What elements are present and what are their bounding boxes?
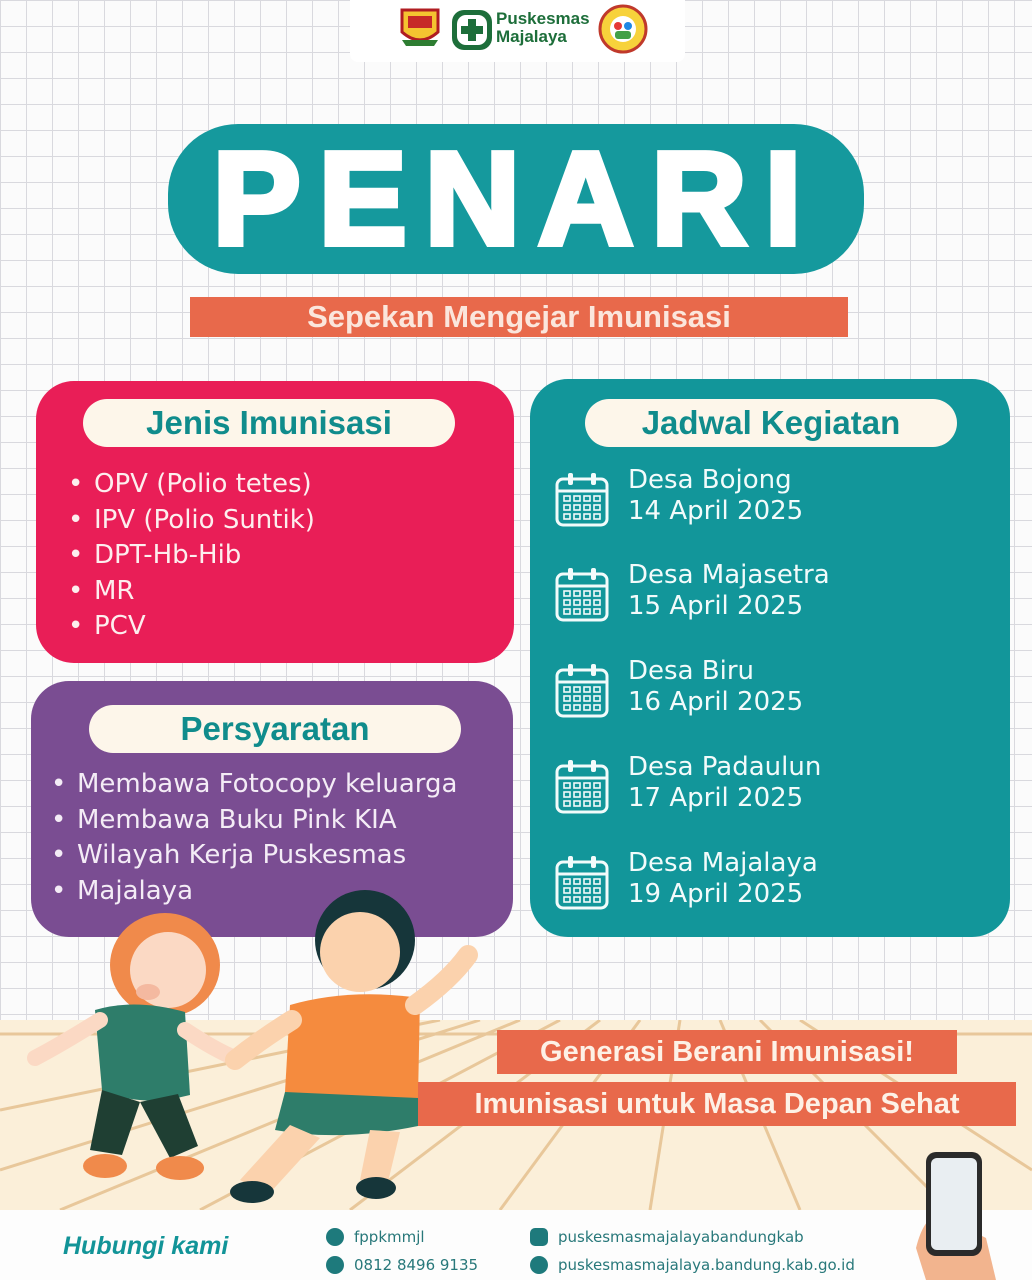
- schedule-item: [554, 752, 994, 822]
- jadwal-kegiatan-card: [530, 379, 1010, 937]
- desa-name: Desa Majalaya: [628, 848, 818, 878]
- instagram-icon: [530, 1228, 548, 1246]
- schedule-date: 17 April 2025: [628, 783, 804, 813]
- jadwal-kegiatan-heading: Jadwal Kegiatan: [585, 399, 957, 447]
- list-item: • Membawa Fotocopy keluarga: [51, 767, 457, 803]
- running-kids-illustration: [20, 880, 490, 1210]
- schedule-date: 14 April 2025: [628, 496, 804, 526]
- title-text: PENARI: [212, 125, 820, 272]
- list-item: • DPT-Hb-Hib: [68, 538, 315, 574]
- schedule-text: [628, 752, 821, 814]
- website-contact[interactable]: [530, 1255, 855, 1275]
- logo-name-line2: Majalaya: [496, 27, 567, 46]
- subtitle-banner: Sepekan Mengejar Imunisasi: [190, 297, 848, 337]
- calendar-icon: [554, 662, 610, 720]
- schedule-item: [554, 560, 994, 630]
- list-item: • Wilayah Kerja Puskesmas: [51, 838, 457, 874]
- schedule-item: [554, 848, 994, 918]
- schedule-text: [628, 656, 803, 718]
- contact-title: Hubungi kami: [63, 1232, 229, 1260]
- list-item: • MR: [68, 574, 315, 610]
- title-penari: [160, 120, 872, 280]
- slogan-banner-1: Generasi Berani Imunisasi!: [497, 1030, 957, 1074]
- list-item: • IPV (Polio Suntik): [68, 503, 315, 539]
- calendar-icon: [554, 471, 610, 529]
- schedule-text: [628, 848, 818, 910]
- jenis-imunisasi-heading: Jenis Imunisasi: [83, 399, 455, 447]
- whatsapp-icon: [326, 1256, 344, 1274]
- persyaratan-heading: Persyaratan: [89, 705, 461, 753]
- desa-name: Desa Bojong: [628, 465, 792, 495]
- list-item: • PCV: [68, 609, 315, 645]
- schedule-item: [554, 465, 994, 535]
- list-item-continuation: • Majalaya: [51, 874, 457, 910]
- jenis-imunisasi-list: [68, 467, 315, 645]
- globe-icon: [530, 1256, 548, 1274]
- website-url: puskesmasmajalaya.bandung.kab.go.id: [558, 1256, 855, 1274]
- whatsapp-contact[interactable]: [326, 1255, 478, 1275]
- schedule-text: [628, 560, 830, 622]
- list-item: • Membawa Buku Pink KIA: [51, 803, 457, 839]
- schedule-text: [628, 465, 803, 527]
- calendar-icon: [554, 566, 610, 624]
- schedule-date: 19 April 2025: [628, 879, 804, 909]
- schedule-item: [554, 656, 994, 726]
- district-crest-logo: [398, 6, 442, 50]
- logo-name-line1: Puskesmas: [496, 9, 590, 28]
- whatsapp-number: 0812 8496 9135: [354, 1256, 479, 1274]
- desa-name: Desa Biru: [628, 656, 754, 686]
- list-item: • OPV (Polio tetes): [68, 467, 315, 503]
- instagram-handle: puskesmasmajalayabandungkab: [558, 1228, 804, 1246]
- instagram-contact[interactable]: [530, 1227, 804, 1247]
- desa-name: Desa Padaulun: [628, 752, 822, 782]
- facebook-icon: [326, 1228, 344, 1246]
- desa-name: Desa Majasetra: [628, 560, 830, 590]
- slogan-banner-2: Imunisasi untuk Masa Depan Sehat: [418, 1082, 1016, 1126]
- facebook-handle: fppkmmjl: [354, 1228, 425, 1246]
- puskesmas-logo: [450, 8, 494, 52]
- community-seal-logo: [598, 4, 648, 54]
- calendar-icon: [554, 854, 610, 912]
- puskesmas-name: [496, 10, 590, 46]
- schedule-date: 15 April 2025: [628, 591, 804, 621]
- jenis-imunisasi-card: [36, 381, 514, 663]
- facebook-contact[interactable]: [326, 1227, 425, 1247]
- schedule-date: 16 April 2025: [628, 687, 804, 717]
- phone-in-hand-illustration: [916, 1148, 996, 1280]
- calendar-icon: [554, 758, 610, 816]
